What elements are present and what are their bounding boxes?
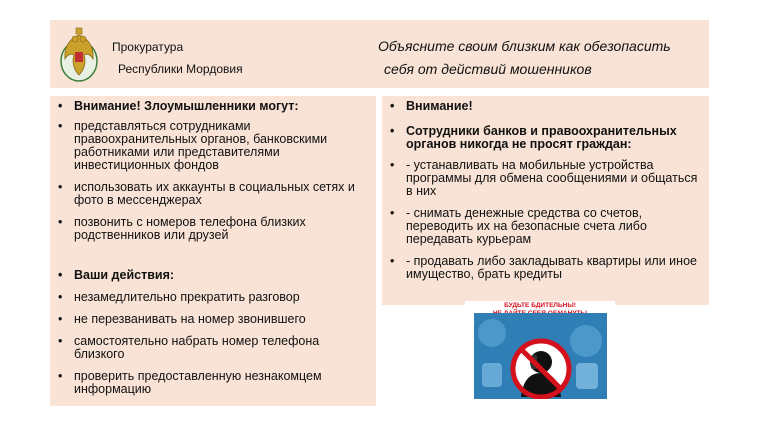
- org-name-line2: Республики Мордовия: [118, 62, 243, 76]
- threat-item: • использовать их аккаунты в социальных сетях и фото в мессенджерах: [58, 181, 368, 207]
- actions-heading: • Ваши действия:: [58, 269, 368, 282]
- threat-item: • позвонить с номеров телефона близких родственников или друзей: [58, 216, 368, 242]
- caller-ban-icon: [509, 337, 573, 399]
- warnings-panel: [382, 96, 709, 305]
- warning-item: • - продавать либо закладывать квартиры или иное имущество, брать кредиты: [390, 255, 702, 281]
- header-banner: [50, 20, 709, 88]
- eagle-emblem-icon: [58, 25, 100, 83]
- threat-item: • представляться сотрудниками правоохранительных органов, банковскими работниками или представителями инвестиционных фондов: [58, 120, 368, 172]
- threats-heading: • Внимание! Злоумышленники могут:: [58, 100, 368, 113]
- poster-photo: [474, 313, 607, 399]
- threats-panel: [50, 96, 376, 406]
- warning-heading: • Внимание!: [390, 100, 702, 113]
- org-name-line1: Прокуратура: [112, 40, 184, 54]
- action-item: • незамедлительно прекратить разговор: [58, 291, 368, 304]
- action-item: • проверить предоставленную незнакомцем информацию: [58, 370, 368, 396]
- action-item: • самостоятельно набрать номер телефона близкого: [58, 335, 368, 361]
- page-title-line1: Объясните своим близким как обезопасить: [378, 38, 671, 54]
- warning-item: • - снимать денежные средства со счетов, переводить их на безопасные счета либо передавать курьерам: [390, 207, 702, 246]
- poster-caption-line1: БУДЬТЕ БДИТЕЛЬНЫ!: [504, 302, 576, 309]
- warning-subheading: • Сотрудники банков и правоохранительных органов никогда не просят граждан:: [390, 125, 702, 151]
- page-title-line2: себя от действий мошенников: [384, 61, 592, 77]
- action-item: • не перезванивать на номер звонившего: [58, 313, 368, 326]
- warning-poster: [465, 301, 615, 405]
- warning-item: • - устанавливать на мобильные устройства программы для обмена сообщениями и общаться в них: [390, 159, 702, 198]
